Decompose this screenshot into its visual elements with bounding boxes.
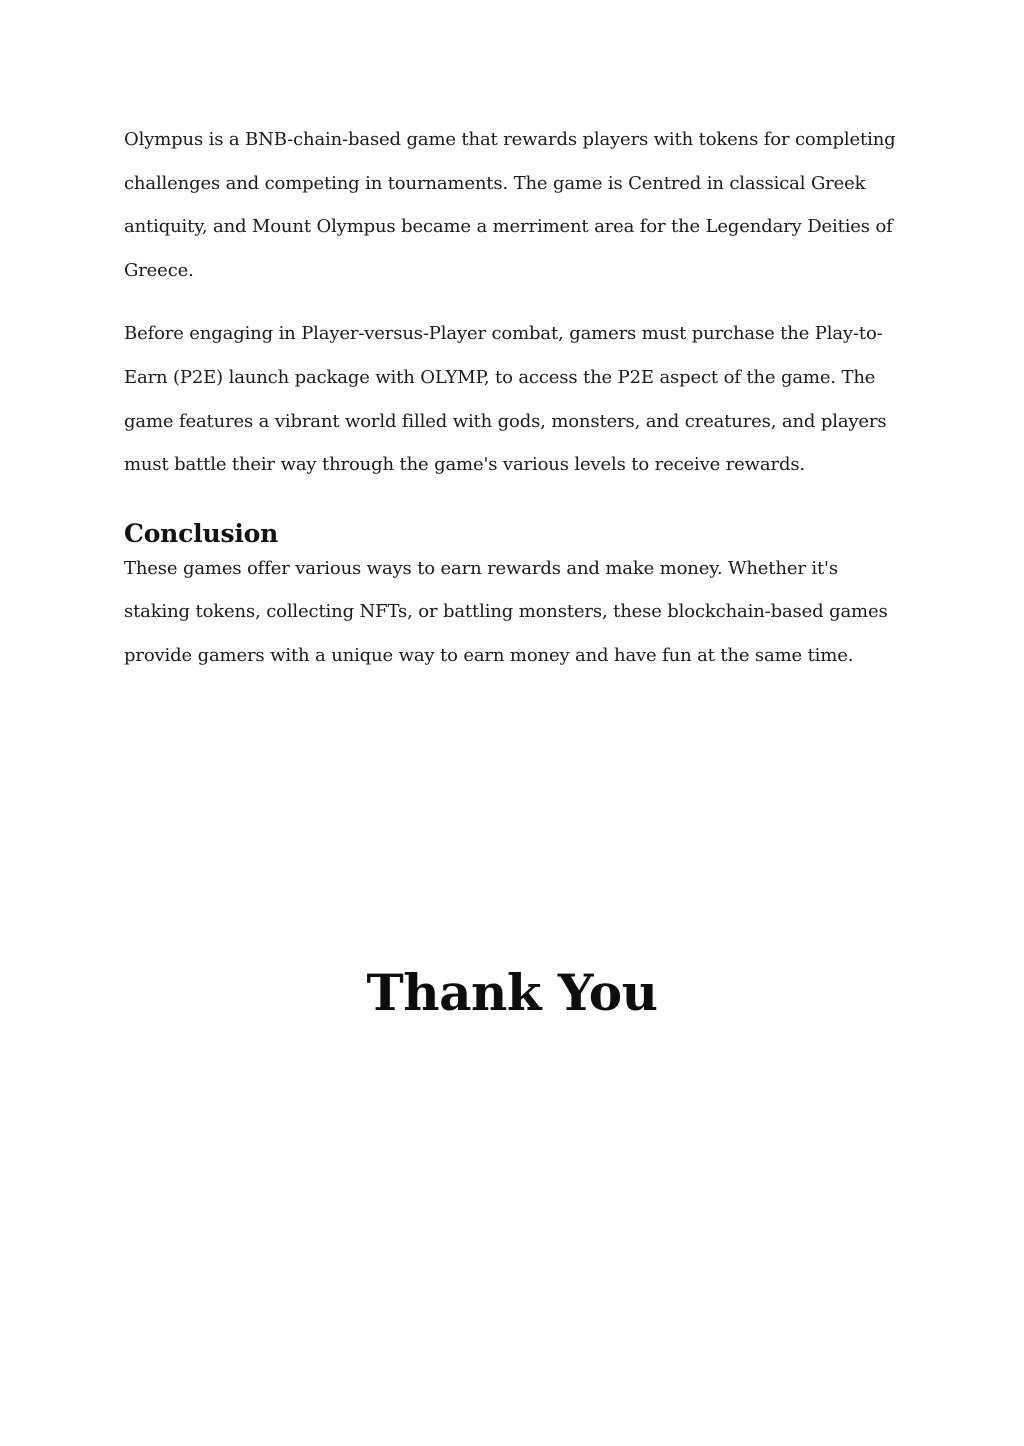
olympus-paragraph: Olympus is a BNB-chain-based game that rewards players with tokens for completing challenges and competing in tournaments. The game is Centred in classical Greek antiquity, and Mount Olympus became a merriment area for the Legendary Deities of Greece. [124, 129, 896, 281]
conclusion-heading: Conclusion [124, 518, 279, 548]
thank-you-title: Thank You [366, 963, 658, 1022]
conclusion-paragraph: These games offer various ways to earn rewards and make money. Whether it's staking tokens, collecting NFTs, or battling monsters, these blockchain-based games provide gamers with a unique way to earn money and have fun at the same time. [124, 557, 888, 666]
document-body [124, 118, 904, 678]
p2e-paragraph: Before engaging in Player-versus-Player combat, gamers must purchase the Play-to-Earn (P2E) launch package with OLYMP, to access the P2E aspect of the game. The game features a vibrant world filled with gods, monsters, and creatures, and players must battle their way through the game's various levels to receive rewards. [124, 323, 887, 476]
